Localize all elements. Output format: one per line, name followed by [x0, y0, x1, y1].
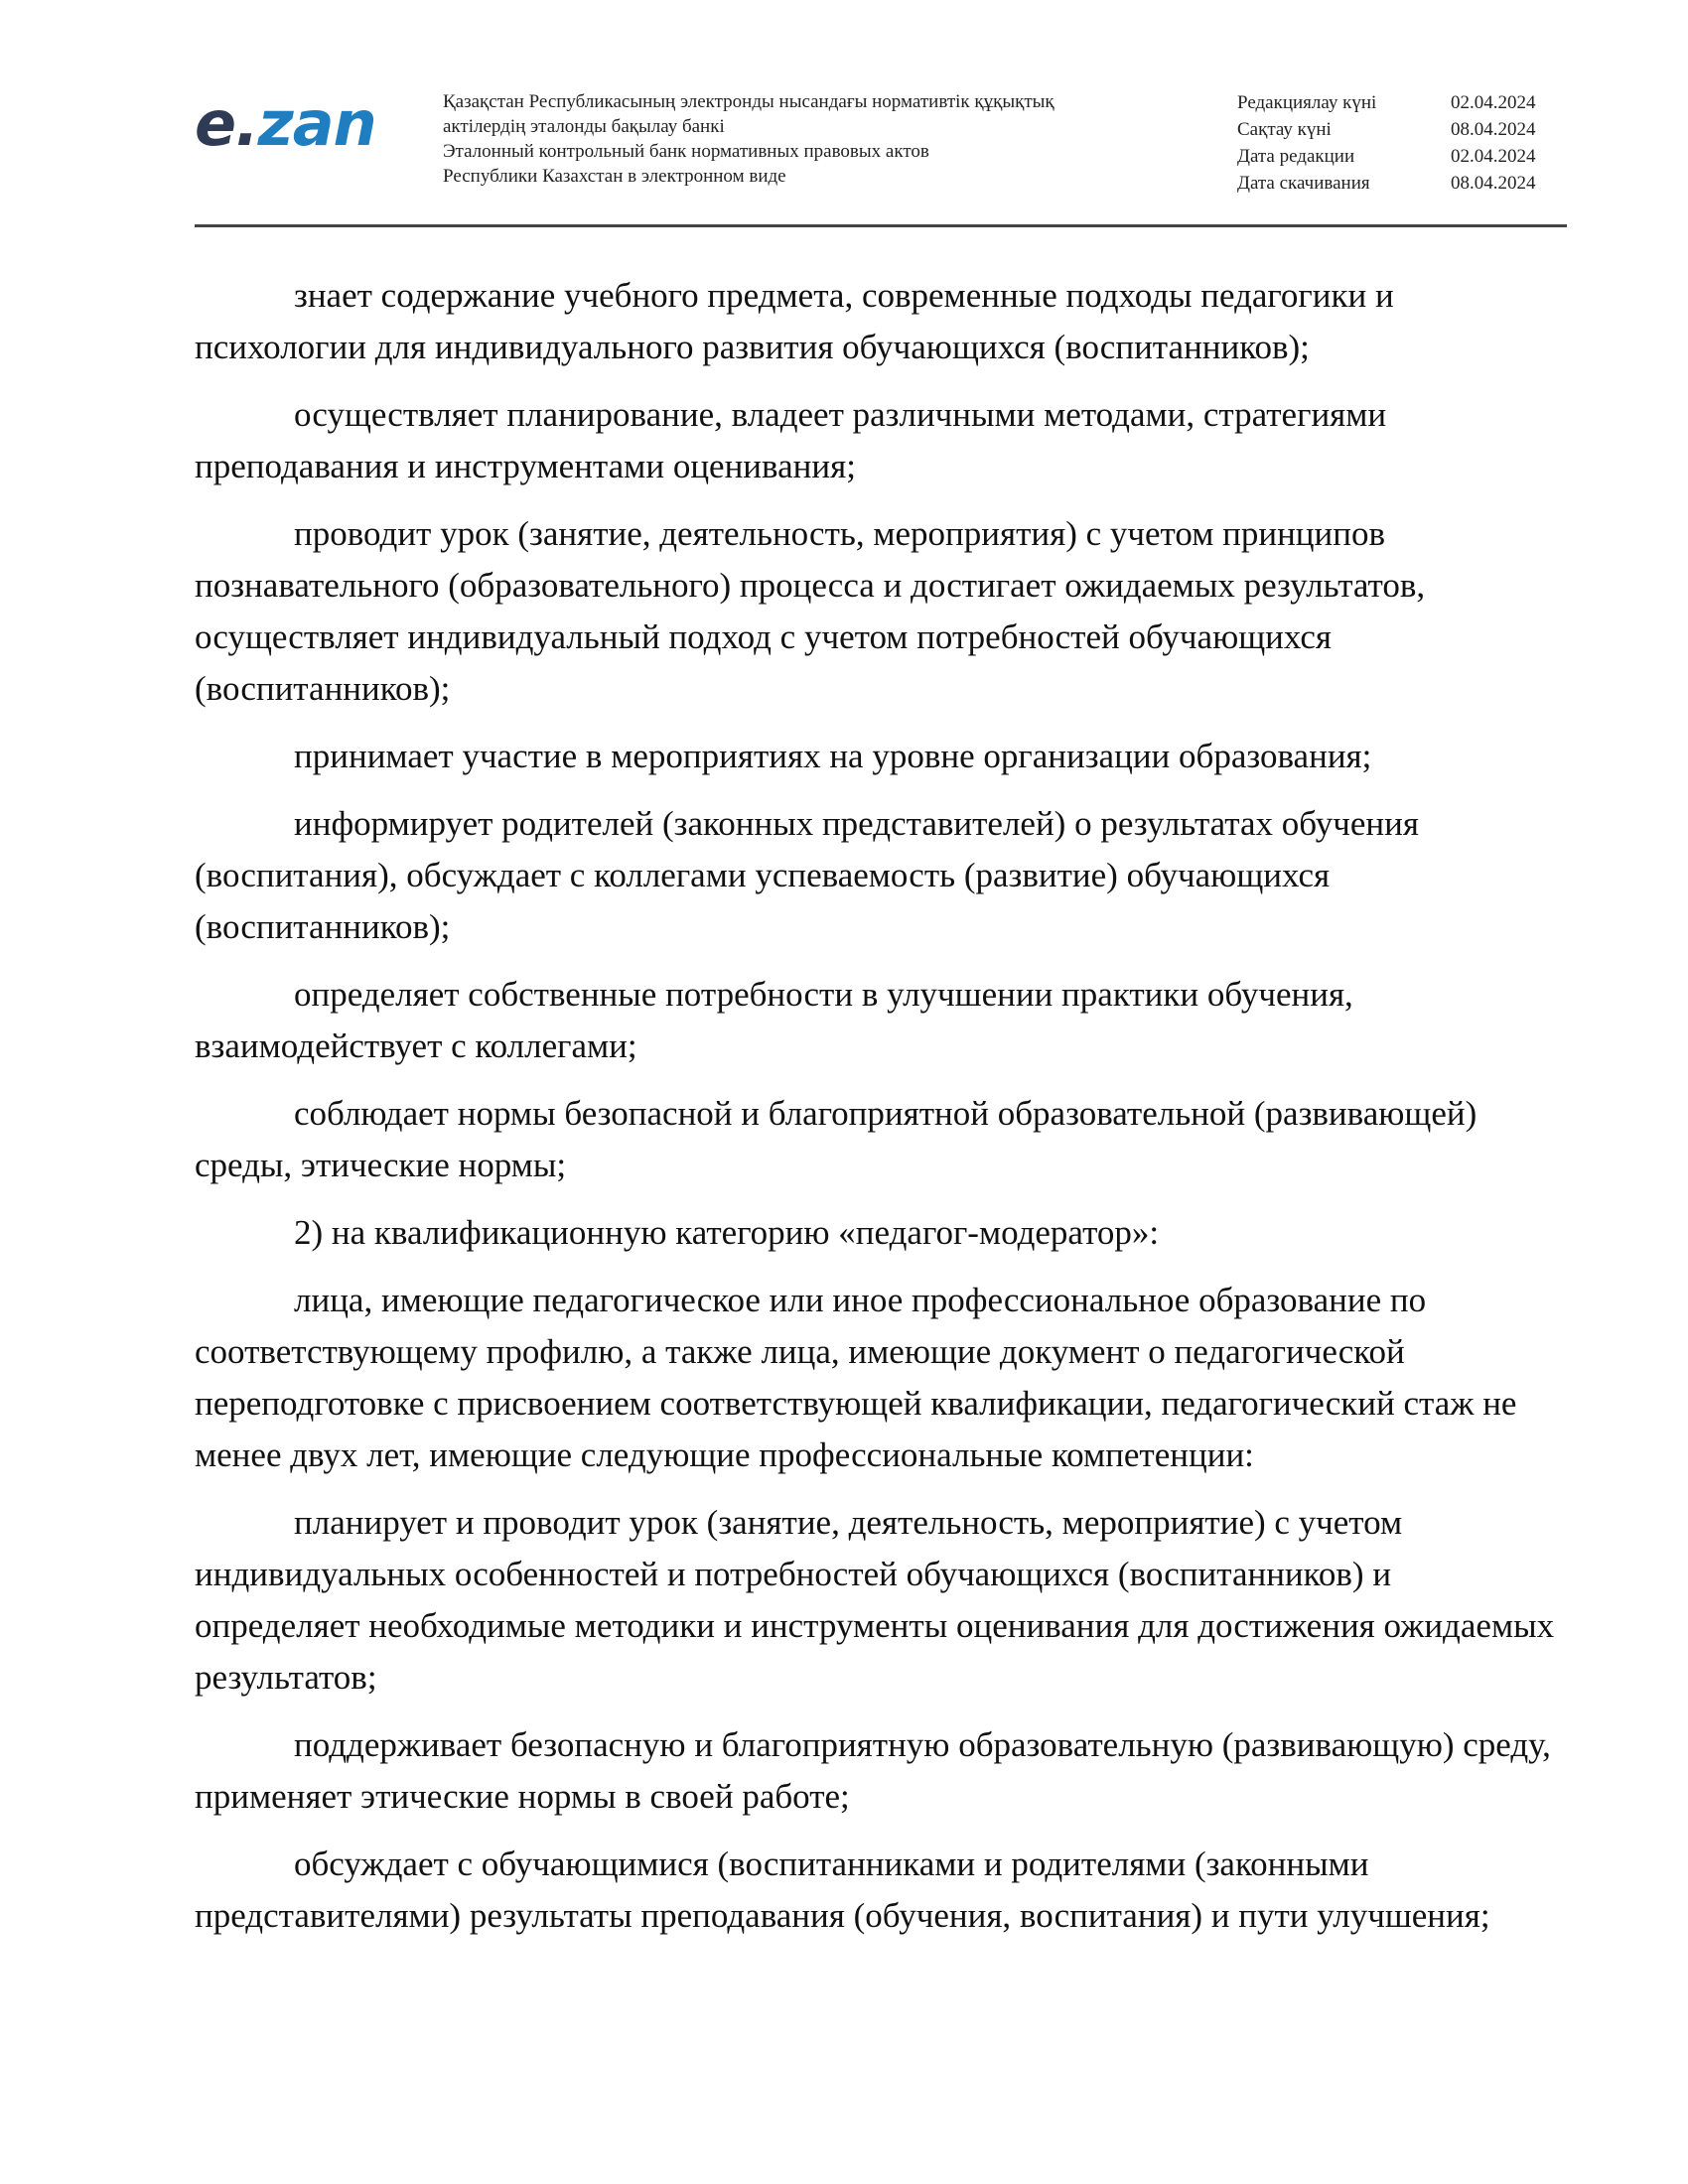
- date-row-download-ru: [1237, 170, 1565, 197]
- date-table: [1237, 89, 1565, 197]
- document-header: [195, 87, 1559, 226]
- date-value: 08.04.2024: [1451, 173, 1536, 194]
- date-label: Дата редакции: [1237, 146, 1355, 167]
- logo-zan: zan: [257, 87, 376, 160]
- paragraph: проводит урок (занятие, деятельность, мероприятия) с учетом принципов познавательного (образовательного) процесса и достигает ожидаемых результатов, осуществляет индивидуальный подход с учетом потребностей обучающихся (воспитанников);: [195, 514, 1426, 708]
- paragraph: знает содержание учебного предмета, современные подходы педагогики и психологии для индивидуального развития обучающихся (воспитанников);: [195, 276, 1394, 366]
- paragraph: соблюдает нормы безопасной и благоприятной образовательной (развивающей) среды, этические нормы;: [195, 1094, 1477, 1184]
- date-value: 02.04.2024: [1451, 146, 1536, 167]
- date-label: Редакциялау күні: [1237, 92, 1377, 113]
- bank-title-line: актілердің эталонды бақылау банкі: [443, 116, 725, 137]
- bank-title-line: Қазақстан Республикасының электронды нысандағы нормативтік құқықтық: [443, 91, 1055, 112]
- date-row-save-kz: [1237, 116, 1565, 143]
- ezan-logo[interactable]: [195, 87, 376, 160]
- paragraph: поддерживает безопасную и благоприятную образовательную (развивающую) среду, применяет этические нормы в своей работе;: [195, 1725, 1551, 1816]
- bank-title-line: Республики Казахстан в электронном виде: [443, 166, 786, 187]
- date-label: Дата скачивания: [1237, 173, 1370, 194]
- logo-dot: .: [235, 87, 258, 160]
- date-row-edit-kz: [1237, 89, 1565, 116]
- date-value: 02.04.2024: [1451, 92, 1536, 113]
- paragraph: осуществляет планирование, владеет различными методами, стратегиями преподавания и инструментами оценивания;: [195, 395, 1387, 485]
- paragraph: информирует родителей (законных представителей) о результатах обучения (воспитания), обсуждает с коллегами успеваемость (развитие) обучающихся (воспитанников);: [195, 804, 1419, 946]
- paragraph: обсуждает с обучающимися (воспитанниками и родителями (законными представителями) результаты преподавания (обучения, воспитания) и пути улучшения;: [195, 1844, 1490, 1935]
- paragraph: лица, имеющие педагогическое или иное профессиональное образование по соответствующему профилю, а также лица, имеющие документ о педагогической переподготовке с присвоением соответствующей квалификации, педагогический стаж не менее двух лет, имеющие следующие профессиональные компетенции:: [195, 1281, 1517, 1474]
- date-label: Сақтау күні: [1237, 119, 1332, 140]
- bank-title-line: Эталонный контрольный банк нормативных правовых актов: [443, 141, 929, 162]
- logo-e: e: [195, 87, 236, 160]
- section-heading: 2) на квалификационную категорию «педагог-модератор»:: [294, 1213, 1160, 1252]
- header-divider: [195, 224, 1567, 227]
- date-row-edit-ru: [1237, 143, 1565, 170]
- bank-title: [443, 89, 1158, 189]
- date-value: 08.04.2024: [1451, 119, 1536, 140]
- paragraph: определяет собственные потребности в улучшении практики обучения, взаимодействует с коллегами;: [195, 975, 1353, 1065]
- paragraph: принимает участие в мероприятиях на уровне организации образования;: [294, 737, 1372, 775]
- paragraph: планирует и проводит урок (занятие, деятельность, мероприятие) с учетом индивидуальных особенностей и потребностей обучающихся (воспитанников) и определяет необходимые методики и инструменты оценивания для достижения ожидаемых результатов;: [195, 1503, 1555, 1697]
- document-body: [195, 270, 1565, 1958]
